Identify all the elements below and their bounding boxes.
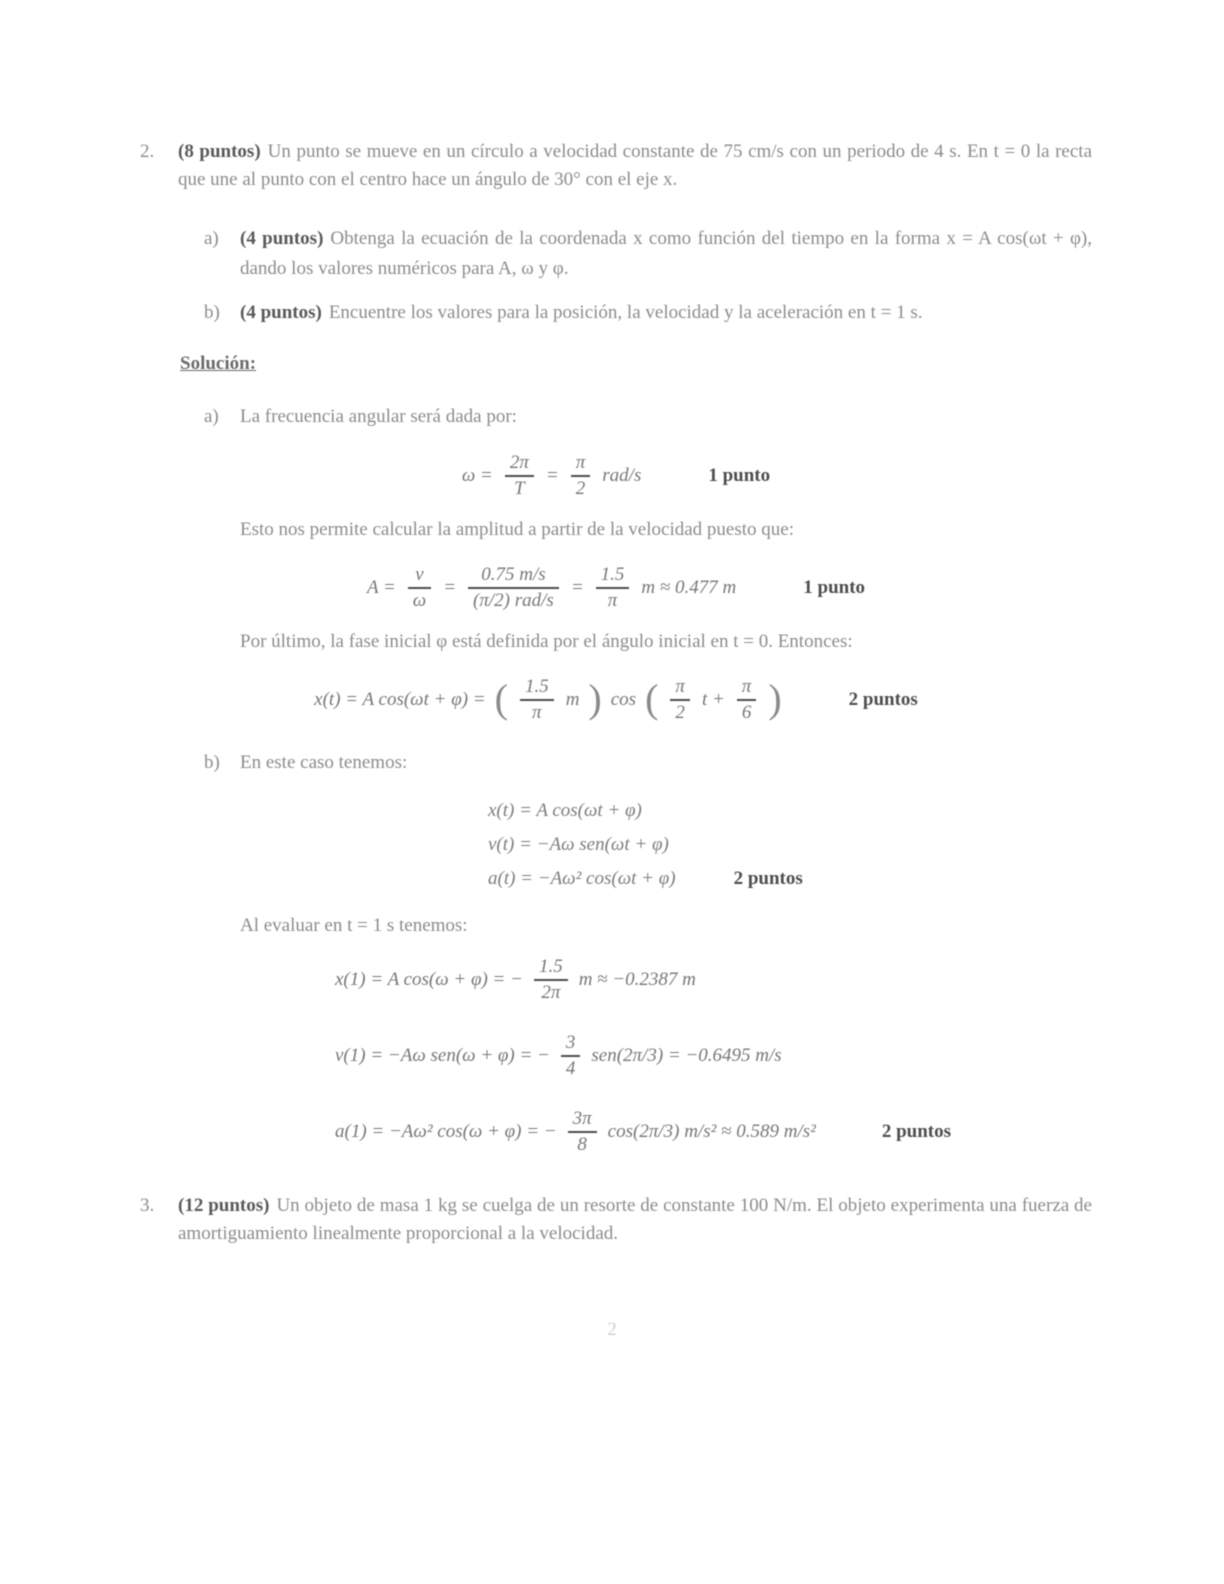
denominator: 2 bbox=[571, 475, 591, 500]
points-label: 2 puntos bbox=[848, 689, 918, 710]
fraction-speed-over-omega-value bbox=[468, 564, 559, 612]
eq-A-result: m ≈ 0.477 m bbox=[641, 577, 737, 598]
eval-v-result: sen(2π/3) = −0.6495 m/s bbox=[591, 1045, 782, 1066]
problem-2-item-a bbox=[204, 224, 1092, 284]
points-label: 2 puntos bbox=[733, 868, 803, 889]
kinematics-system bbox=[488, 794, 803, 896]
numerator: 1.5 bbox=[600, 564, 625, 585]
denominator: π bbox=[520, 699, 554, 724]
numerator: 1.5 bbox=[524, 676, 549, 697]
denominator: (π/2) rad/s bbox=[468, 587, 559, 612]
points-label: 1 punto bbox=[708, 465, 771, 486]
fraction-1p5-over-pi bbox=[596, 564, 630, 612]
denominator: 8 bbox=[568, 1131, 597, 1156]
equation-acceleration bbox=[488, 862, 803, 896]
eval-v-lhs: v(1) = −Aω sen(ω + φ) = − bbox=[335, 1045, 550, 1066]
denominator: π bbox=[596, 587, 630, 612]
equals-sign: = bbox=[545, 465, 559, 486]
right-paren: ) bbox=[768, 676, 782, 721]
solution-part-a bbox=[204, 402, 1092, 432]
problem-3-statement bbox=[178, 1192, 1092, 1248]
denominator: 2π bbox=[534, 979, 568, 1004]
numerator: π bbox=[741, 676, 752, 697]
item-a-points: (4 puntos) bbox=[240, 228, 324, 249]
item-a-label: a) bbox=[204, 228, 219, 249]
problem-2 bbox=[140, 138, 1092, 194]
fraction-pi-over-6 bbox=[737, 676, 757, 724]
fraction-1p5-over-pi bbox=[520, 676, 554, 724]
eval-x-lhs: x(1) = A cos(ω + φ) = − bbox=[335, 969, 523, 990]
denominator: 4 bbox=[561, 1055, 581, 1080]
equation-xt bbox=[140, 676, 1092, 724]
numerator: 0.75 m/s bbox=[481, 564, 546, 585]
problem-2-points: (8 puntos) bbox=[178, 141, 261, 162]
problem-2-items bbox=[140, 224, 1092, 328]
numerator: 2π bbox=[509, 452, 529, 473]
cos-function: cos bbox=[610, 689, 637, 710]
problem-3-text: Un objeto de masa 1 kg se cuelga de un resorte de constante 100 N/m. El objeto experimenta una fuerza de amortiguamiento linealmente proporcional a la velocidad. bbox=[178, 1195, 1092, 1244]
amplitude-intro: Esto nos permite calcular la amplitud a partir de la velocidad puesto que: bbox=[240, 519, 794, 540]
fraction-3pi-over-8 bbox=[568, 1108, 597, 1156]
numerator: v bbox=[415, 564, 424, 585]
eq-omega-units: rad/s bbox=[602, 465, 642, 486]
part-b-intro: En este caso tenemos: bbox=[240, 752, 408, 773]
equation-amplitude bbox=[140, 564, 1092, 612]
eval-x-result: m ≈ −0.2387 m bbox=[578, 969, 696, 990]
part-a-intro: La frecuencia angular será dada por: bbox=[240, 406, 517, 427]
phase-intro: Por último, la fase inicial φ está definida por el ángulo inicial en t = 0. Entonces: bbox=[240, 631, 853, 652]
eval-a-result: cos(2π/3) m/s² ≈ 0.589 m/s² bbox=[607, 1121, 816, 1142]
fraction-2pi-over-T bbox=[505, 452, 534, 500]
problem-3-number: 3. bbox=[140, 1195, 155, 1216]
equation-eval-v bbox=[335, 1030, 1092, 1082]
denominator: 2 bbox=[670, 699, 690, 724]
problem-3-points: (12 puntos) bbox=[178, 1195, 270, 1216]
points-label: 1 punto bbox=[803, 577, 866, 598]
numerator: π bbox=[675, 676, 685, 697]
numerator: 3 bbox=[565, 1032, 576, 1053]
denominator: ω bbox=[408, 587, 431, 612]
item-b-label: b) bbox=[204, 302, 220, 323]
unit-m: m bbox=[565, 689, 580, 710]
item-b-points: (4 puntos) bbox=[240, 302, 322, 323]
eq-omega-lhs: ω = bbox=[461, 465, 493, 486]
eval-a-lhs: a(1) = −Aω² cos(ω + φ) = − bbox=[335, 1121, 557, 1142]
solution-heading: Solución: bbox=[180, 353, 257, 374]
equation-acceleration-text: a(t) = −Aω² cos(ωt + φ) bbox=[488, 868, 676, 889]
denominator: T bbox=[505, 475, 534, 500]
fraction-v-over-omega bbox=[408, 564, 431, 612]
equation-omega bbox=[140, 452, 1092, 500]
eq-A-lhs: A = bbox=[366, 577, 396, 598]
left-paren: ( bbox=[494, 676, 508, 721]
fraction-pi-over-2 bbox=[670, 676, 690, 724]
fraction-1p5-over-2pi bbox=[534, 956, 568, 1004]
problem-2-text: Un punto se mueve en un círculo a velocidad constante de 75 cm/s con un periodo de 4 s. En t = 0 la recta que une al punto con el centro hace un ángulo de 30° con el eje x. bbox=[178, 141, 1092, 190]
equation-eval-x bbox=[335, 954, 1092, 1006]
right-paren: ) bbox=[588, 676, 602, 721]
problem-2-number: 2. bbox=[140, 141, 155, 162]
equation-position: x(t) = A cos(ωt + φ) bbox=[488, 800, 642, 821]
page-content bbox=[140, 138, 1092, 1248]
part-b-label: b) bbox=[204, 752, 220, 773]
part-a-label: a) bbox=[204, 406, 219, 427]
fraction-3-over-4 bbox=[561, 1032, 581, 1080]
left-paren: ( bbox=[645, 676, 659, 721]
numerator: 3π bbox=[572, 1108, 592, 1129]
problem-3 bbox=[140, 1192, 1092, 1248]
item-a-text bbox=[240, 224, 1092, 284]
eval-intro: Al evaluar en t = 1 s tenemos: bbox=[240, 915, 468, 936]
equals-sign: = bbox=[443, 577, 457, 598]
fraction-pi-over-2 bbox=[571, 452, 591, 500]
points-label: 2 puntos bbox=[881, 1121, 951, 1142]
eq-xt-argument-mid: t + bbox=[701, 689, 725, 710]
item-b-body: Encuentre los valores para la posición, la velocidad y la aceleración en t = 1 s. bbox=[328, 302, 923, 323]
item-a-body: Obtenga la ecuación de la coordenada x como función del tiempo en la forma x = A cos(ωt + φ), dando los valores numéricos para A, ω y φ. bbox=[240, 228, 1093, 279]
solution-part-b bbox=[204, 748, 1092, 778]
equation-velocity: v(t) = −Aω sen(ωt + φ) bbox=[488, 834, 669, 855]
page-number: 2 bbox=[607, 1319, 617, 1340]
item-b-text bbox=[240, 298, 1092, 328]
eq-xt-lhs: x(t) = A cos(ωt + φ) = bbox=[314, 689, 486, 710]
numerator: 1.5 bbox=[538, 956, 563, 977]
equation-eval-a bbox=[335, 1106, 1092, 1158]
numerator: π bbox=[575, 452, 586, 473]
problem-2-item-b bbox=[204, 298, 1092, 328]
equals-sign: = bbox=[570, 577, 584, 598]
denominator: 6 bbox=[737, 699, 757, 724]
problem-2-statement bbox=[178, 138, 1092, 194]
